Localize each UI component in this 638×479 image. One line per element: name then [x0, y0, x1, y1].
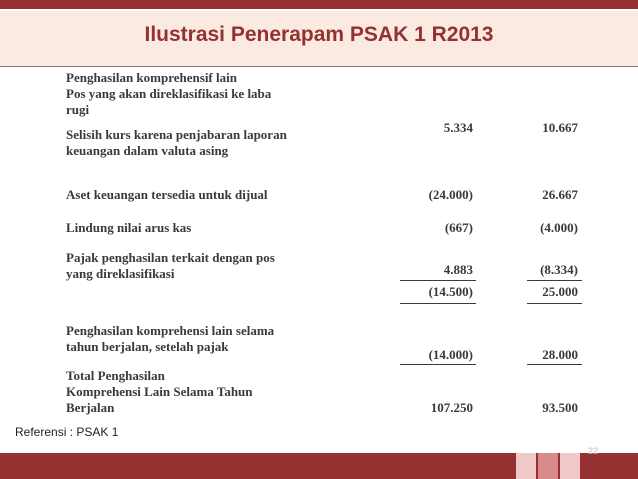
row-value-4-col1: 4.883 — [443, 262, 473, 277]
total-value-col1: 107.250 — [430, 400, 473, 415]
after-tax-label-a: Penghasilan komprehensi lain selama — [66, 323, 275, 338]
subtotal-rule-bottom-col2 — [527, 303, 582, 304]
row-value-1-col1: 5.334 — [443, 120, 473, 135]
subtotal-rule-top-col2 — [527, 280, 582, 281]
row-label-3: Lindung nilai arus kas — [66, 220, 192, 235]
row-value-4-col2: (8.334) — [540, 262, 578, 277]
decor-square-2 — [538, 453, 558, 479]
row-label-4a: Pajak penghasilan terkait dengan pos — [66, 250, 275, 265]
heading-line-2: Pos yang akan direklasifikasi ke laba — [66, 86, 272, 101]
heading-line-1: Penghasilan komprehensif lain — [66, 70, 237, 85]
row-value-1-col2: 10.667 — [542, 120, 578, 135]
subtotal-value-col2: 25.000 — [542, 284, 578, 299]
row-label-1b: keuangan dalam valuta asing — [66, 143, 229, 158]
heading-line-3: rugi — [66, 102, 90, 117]
decor-square-3 — [560, 453, 580, 479]
financial-statement-image — [0, 67, 638, 422]
row-value-3-col1: (667) — [444, 220, 473, 235]
row-label-1a: Selisih kurs karena penjabaran laporan — [66, 127, 287, 142]
after-tax-rule-col1 — [400, 364, 476, 365]
subtotal-value-col1: (14.500) — [428, 284, 473, 299]
total-value-col2: 93.500 — [542, 400, 578, 415]
reference-note: Referensi : PSAK 1 — [15, 425, 119, 439]
page-number: 22 — [587, 446, 598, 456]
after-tax-rule-col2 — [527, 364, 582, 365]
total-label-a: Total Penghasilan — [66, 368, 165, 383]
slide-title: Ilustrasi Penerapam PSAK 1 R2013 — [144, 23, 494, 46]
row-label-4b: yang direklasifikasi — [66, 266, 175, 281]
top-accent-bar — [0, 0, 638, 9]
decor-square-1 — [516, 453, 536, 479]
row-label-2: Aset keuangan tersedia untuk dijual — [66, 187, 268, 202]
after-tax-value-col2: 28.000 — [542, 347, 578, 362]
subtotal-rule-bottom-col1 — [400, 303, 476, 304]
after-tax-label-b: tahun berjalan, setelah pajak — [66, 339, 229, 354]
row-value-3-col2: (4.000) — [540, 220, 578, 235]
row-value-2-col1: (24.000) — [428, 187, 473, 202]
total-label-c: Berjalan — [66, 400, 115, 415]
after-tax-value-col1: (14.000) — [428, 347, 473, 362]
total-label-b: Komprehensi Lain Selama Tahun — [66, 384, 253, 399]
subtotal-rule-top-col1 — [400, 280, 476, 281]
row-value-2-col2: 26.667 — [542, 187, 578, 202]
